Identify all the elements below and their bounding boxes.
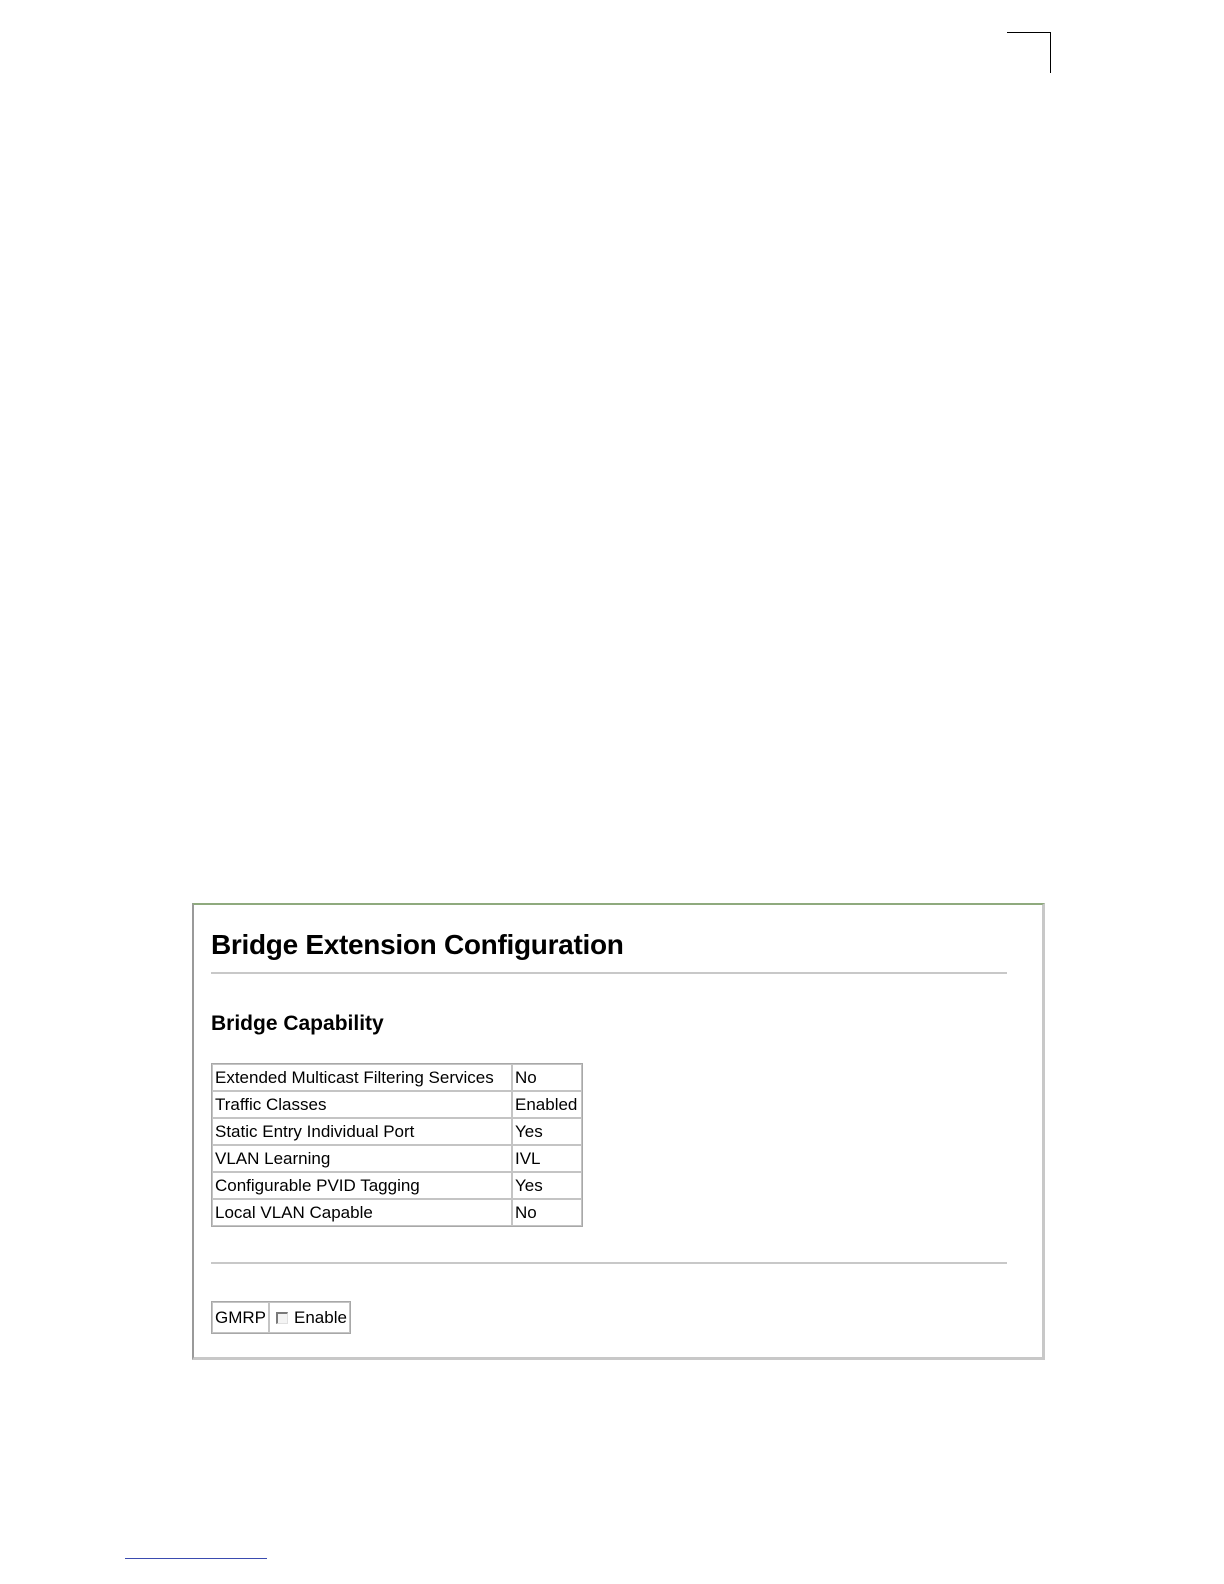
- table-row: [212, 1064, 582, 1091]
- crop-mark-vertical: [1050, 32, 1051, 73]
- page-title: Bridge Extension Configuration: [211, 929, 624, 960]
- capability-value: IVL: [512, 1145, 582, 1172]
- crop-mark-horizontal: [1007, 32, 1050, 33]
- gmrp-enable-cell: [269, 1302, 350, 1333]
- table-row: [212, 1118, 582, 1145]
- bridge-capability-table: [211, 1063, 583, 1227]
- bridge-extension-screenshot: [192, 903, 1045, 1360]
- table-row: [212, 1199, 582, 1226]
- capability-label: Static Entry Individual Port: [212, 1118, 512, 1145]
- gmrp-enable-label[interactable]: Enable: [294, 1307, 347, 1327]
- table-row: [212, 1172, 582, 1199]
- capability-label: VLAN Learning: [212, 1145, 512, 1172]
- capability-label: Extended Multicast Filtering Services: [212, 1064, 512, 1091]
- section-divider: [211, 1262, 1007, 1264]
- capability-value: Yes: [512, 1172, 582, 1199]
- table-row: [212, 1145, 582, 1172]
- section-title-bridge-capability: Bridge Capability: [211, 1012, 384, 1035]
- table-row: [212, 1091, 582, 1118]
- gmrp-enable-checkbox[interactable]: [276, 1312, 288, 1324]
- title-divider: [211, 972, 1007, 974]
- capability-value: No: [512, 1199, 582, 1226]
- capability-value: Yes: [512, 1118, 582, 1145]
- capability-value: No: [512, 1064, 582, 1091]
- gmrp-setting-table: [211, 1301, 351, 1334]
- capability-label: Configurable PVID Tagging: [212, 1172, 512, 1199]
- gmrp-label: GMRP: [212, 1302, 269, 1333]
- capability-value: Enabled: [512, 1091, 582, 1118]
- capability-label: Traffic Classes: [212, 1091, 512, 1118]
- capability-label: Local VLAN Capable: [212, 1199, 512, 1226]
- table-row: [212, 1302, 350, 1333]
- footnote-rule: [125, 1558, 267, 1559]
